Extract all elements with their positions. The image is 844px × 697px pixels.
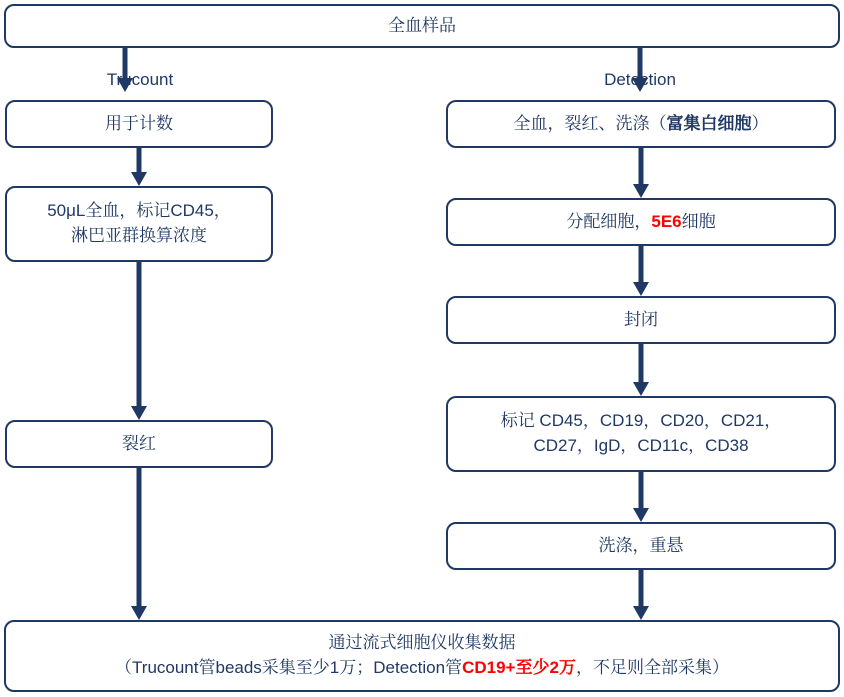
box-left-cd45-line2: 淋巴亚群换算浓度 [71,226,207,245]
box-whole-blood-sample [4,4,840,48]
arrow-right-5 [626,570,656,620]
box-right-antibody-line2: CD27，IgD，CD11c，CD38 [533,436,749,455]
box-right-lyse-wash [446,100,836,148]
box-right-wash-resuspend [446,522,836,570]
box-left-lysis [5,420,273,468]
arrow-right-1 [626,148,656,198]
branch-label-detection: Detection [604,70,676,89]
box-right-antibody-panel [446,396,836,472]
arrow-right-2 [626,246,656,296]
box-whole-blood-sample-label: 全血样品 [388,15,456,35]
box-right-blocking-label: 封闭 [624,309,658,329]
footer-line2-highlight: CD19+至少2万 [462,658,576,677]
box-left-lysis-label: 裂红 [122,433,156,453]
footer-line2-part1: （Trucount管beads采集至少1万；Detection管 [115,658,463,677]
branch-label-trucount: Trucount [106,70,174,89]
box-right-wash-resuspend-label: 洗涤，重悬 [598,535,684,555]
box-footer-data-acquisition [4,620,840,692]
box-left-cd45-line1: 50μL全血，标记CD45， [47,201,231,221]
box-left-counting-label: 用于计数 [105,113,173,133]
arrow-left-2 [124,262,154,420]
footer-line2-part2: ，不足则全部采集） [575,658,729,677]
arrow-left-3 [124,468,154,620]
box-right-antibody-line1: 标记 CD45，CD19，CD20，CD21， [500,411,782,431]
arrow-left-1 [124,148,154,186]
box-right-aliquot-suffix: 细胞 [681,211,716,231]
box-right-aliquot-cells [446,198,836,246]
arrow-right-3 [626,344,656,396]
arrow-right-4 [626,472,656,522]
box-right-lyse-wash-suffix: ） [751,113,769,133]
box-right-lyse-wash-highlight: 富集白细胞 [666,113,752,133]
box-left-counting [5,100,273,148]
box-left-cd45-labeling [5,186,273,262]
box-right-aliquot-prefix: 分配细胞， [566,211,652,231]
box-right-lyse-wash-prefix: 全血，裂红、洗涤（ [513,113,667,133]
box-right-blocking [446,296,836,344]
footer-line1: 通过流式细胞仪收集数据 [328,633,516,653]
box-right-aliquot-highlight: 5E6 [651,211,682,231]
